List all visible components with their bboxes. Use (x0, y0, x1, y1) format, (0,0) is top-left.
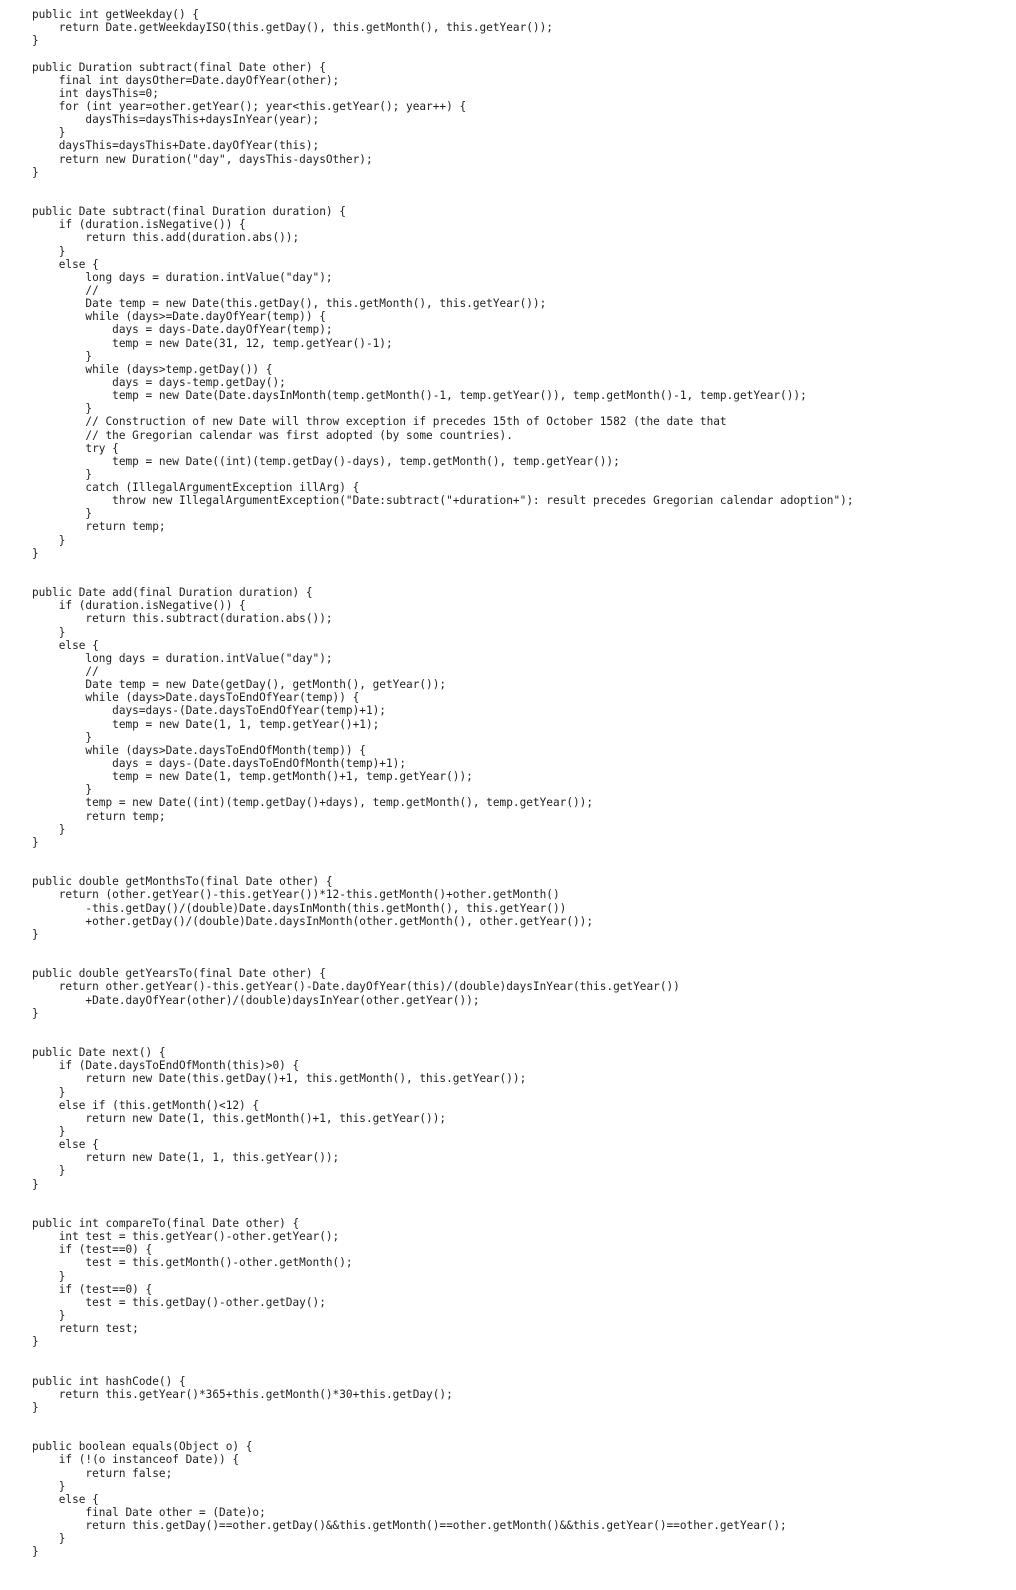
code-line: days=days-(Date.daysToEndOfYear(temp)+1); (32, 704, 386, 718)
code-line (32, 1361, 854, 1374)
code-line: } (32, 126, 66, 140)
code-line: return new Date(1, 1, this.getYear()); (32, 1151, 340, 1165)
code-line: return new Date(this.getDay()+1, this.getMonth(), this.getYear()); (32, 1072, 527, 1086)
code-line (32, 192, 854, 205)
code-line: return false; (32, 1466, 173, 1480)
code-line: } (32, 835, 39, 849)
code-line: throw new IllegalArgumentException("Date:subtract("+duration+"): result precedes Gregorian calendar adoption"); (32, 494, 854, 508)
code-line (32, 862, 854, 875)
code-line: } (32, 402, 93, 416)
code-line: else if (this.getMonth()<12) { (32, 1098, 260, 1112)
code-line (32, 1427, 854, 1440)
code-line (32, 1033, 854, 1046)
code-line: return (other.getYear()-this.getYear())*12-this.getMonth()+other.getMonth() (32, 888, 560, 902)
code-line: while (days>=Date.dayOfYear(temp)) { (32, 310, 326, 324)
code-line (32, 47, 854, 60)
code-line (32, 1020, 854, 1033)
code-line: else { (32, 638, 99, 652)
code-line: if (!(o instanceof Date)) { (32, 1453, 240, 1467)
code-line: public Date subtract(final Duration duration) { (32, 205, 346, 219)
code-line (32, 1204, 854, 1217)
code-line: catch (IllegalArgumentException illArg) { (32, 481, 360, 495)
code-line: // the Gregorian calendar was first adopted (by some countries). (32, 428, 513, 442)
code-line: } (32, 730, 93, 744)
code-line: return this.getDay()==other.getDay()&&this.getMonth()==other.getMonth()&&this.getYear()==other.getYear(); (32, 1519, 787, 1533)
code-line: if (test==0) { (32, 1282, 153, 1296)
code-line: } (32, 783, 93, 797)
code-line: } (32, 1532, 66, 1546)
code-line (32, 1414, 854, 1427)
code-line: temp = new Date((int)(temp.getDay()+days), temp.getMonth(), temp.getYear()); (32, 796, 594, 810)
code-line: public int hashCode() { (32, 1374, 186, 1388)
code-line: } (32, 244, 66, 258)
code-line: days = days-Date.dayOfYear(temp); (32, 323, 333, 337)
code-line: temp = new Date(1, 1, temp.getYear()+1); (32, 717, 380, 731)
code-line: } (32, 1124, 66, 1138)
code-line: final int daysOther=Date.dayOfYear(other); (32, 73, 340, 87)
code-line: public double getYearsTo(final Date other) { (32, 967, 326, 981)
code-line: +Date.dayOfYear(other)/(double)daysInYear(other.getYear()); (32, 993, 480, 1007)
code-line: } (32, 165, 39, 179)
code-line: } (32, 1308, 66, 1322)
code-line: temp = new Date(31, 12, temp.getYear()-1); (32, 336, 393, 350)
code-line: while (days>temp.getDay()) { (32, 362, 273, 376)
code-line: return test; (32, 1322, 139, 1336)
code-line: return this.add(duration.abs()); (32, 231, 300, 245)
code-line: return temp; (32, 520, 166, 534)
code-line: -this.getDay()/(double)Date.daysInMonth(this.getMonth(), this.getYear()) (32, 901, 567, 915)
code-line: Date temp = new Date(getDay(), getMonth(), getYear()); (32, 678, 447, 692)
code-line: } (32, 1479, 66, 1493)
code-line: } (32, 927, 39, 941)
code-line: if (test==0) { (32, 1243, 153, 1257)
code-line: } (32, 546, 39, 560)
code-line: else { (32, 257, 99, 271)
code-line: } (32, 822, 66, 836)
code-line: } (32, 1006, 39, 1020)
code-line: else { (32, 1138, 99, 1152)
code-line: } (32, 1085, 66, 1099)
code-line: } (32, 34, 39, 48)
code-line: } (32, 1269, 66, 1283)
code-line: public Duration subtract(final Date other) { (32, 60, 326, 74)
code-line (32, 954, 854, 967)
code-line: if (duration.isNegative()) { (32, 218, 246, 232)
code-line: public Date next() { (32, 1046, 166, 1060)
code-line: public Date add(final Duration duration) { (32, 586, 313, 600)
code-line: } (32, 349, 93, 363)
code-line: // (32, 665, 99, 679)
code-line: return new Duration("day", daysThis-daysOther); (32, 152, 373, 166)
code-line: test = this.getDay()-other.getDay(); (32, 1295, 326, 1309)
code-line: Date temp = new Date(this.getDay(), this.getMonth(), this.getYear()); (32, 297, 547, 311)
code-line: return this.getYear()*365+this.getMonth()*30+this.getDay(); (32, 1387, 453, 1401)
code-line: } (32, 1400, 39, 1414)
code-line: public int getWeekday() { (32, 8, 199, 21)
code-line: daysThis=daysThis+daysInYear(year); (32, 113, 320, 127)
code-line: days = days-(Date.daysToEndOfMonth(temp)+1); (32, 757, 407, 771)
code-line: } (32, 507, 93, 521)
code-line: } (32, 1164, 66, 1178)
code-line: public int compareTo(final Date other) { (32, 1216, 300, 1230)
code-line: } (32, 533, 66, 547)
code-line: long days = duration.intValue("day"); (32, 651, 333, 665)
code-line: temp = new Date(Date.daysInMonth(temp.getMonth()-1, temp.getYear()), temp.getMonth()-1, temp.getYear()); (32, 389, 807, 403)
source-code-listing (32, 8, 854, 1559)
code-line (32, 573, 854, 586)
code-line: return new Date(1, this.getMonth()+1, this.getYear()); (32, 1111, 447, 1125)
code-line: temp = new Date(1, temp.getMonth()+1, temp.getYear()); (32, 770, 473, 784)
code-line (32, 849, 854, 862)
code-line: while (days>Date.daysToEndOfMonth(temp)) { (32, 743, 366, 757)
code-line: long days = duration.intValue("day"); (32, 270, 333, 284)
code-line (32, 560, 854, 573)
code-line: daysThis=daysThis+Date.dayOfYear(this); (32, 139, 320, 153)
code-line: return this.subtract(duration.abs()); (32, 612, 333, 626)
code-line: int test = this.getYear()-other.getYear(); (32, 1230, 340, 1244)
code-line: return Date.getWeekdayISO(this.getDay(), this.getMonth(), this.getYear()); (32, 21, 553, 35)
code-line: while (days>Date.daysToEndOfYear(temp)) { (32, 691, 360, 705)
code-line: } (32, 625, 66, 639)
code-line: for (int year=other.getYear(); year<this.getYear(); year++) { (32, 99, 467, 113)
code-line: return temp; (32, 809, 166, 823)
code-line (32, 179, 854, 192)
code-line: int daysThis=0; (32, 86, 159, 100)
code-line: } (32, 467, 93, 481)
code-line (32, 941, 854, 954)
code-line: } (32, 1545, 39, 1559)
code-line: if (duration.isNegative()) { (32, 599, 246, 613)
code-line: days = days-temp.getDay(); (32, 375, 286, 389)
code-line: else { (32, 1492, 99, 1506)
code-line: temp = new Date((int)(temp.getDay()-days), temp.getMonth(), temp.getYear()); (32, 454, 620, 468)
code-line: +other.getDay()/(double)Date.daysInMonth(other.getMonth(), other.getYear()); (32, 914, 594, 928)
code-line (32, 1348, 854, 1361)
code-line: test = this.getMonth()-other.getMonth(); (32, 1256, 353, 1270)
code-line: public double getMonthsTo(final Date other) { (32, 875, 333, 889)
code-line (32, 1191, 854, 1204)
code-line: // (32, 283, 99, 297)
code-line: return other.getYear()-this.getYear()-Date.dayOfYear(this)/(double)daysInYear(this.getYear()) (32, 980, 680, 994)
code-line: try { (32, 441, 119, 455)
code-line: final Date other = (Date)o; (32, 1506, 266, 1520)
code-line: } (32, 1177, 39, 1191)
code-line: public boolean equals(Object o) { (32, 1440, 253, 1454)
code-line: // Construction of new Date will throw exception if precedes 15th of October 1582 (the date that (32, 415, 727, 429)
code-line: } (32, 1335, 39, 1349)
code-line: if (Date.daysToEndOfMonth(this)>0) { (32, 1059, 300, 1073)
